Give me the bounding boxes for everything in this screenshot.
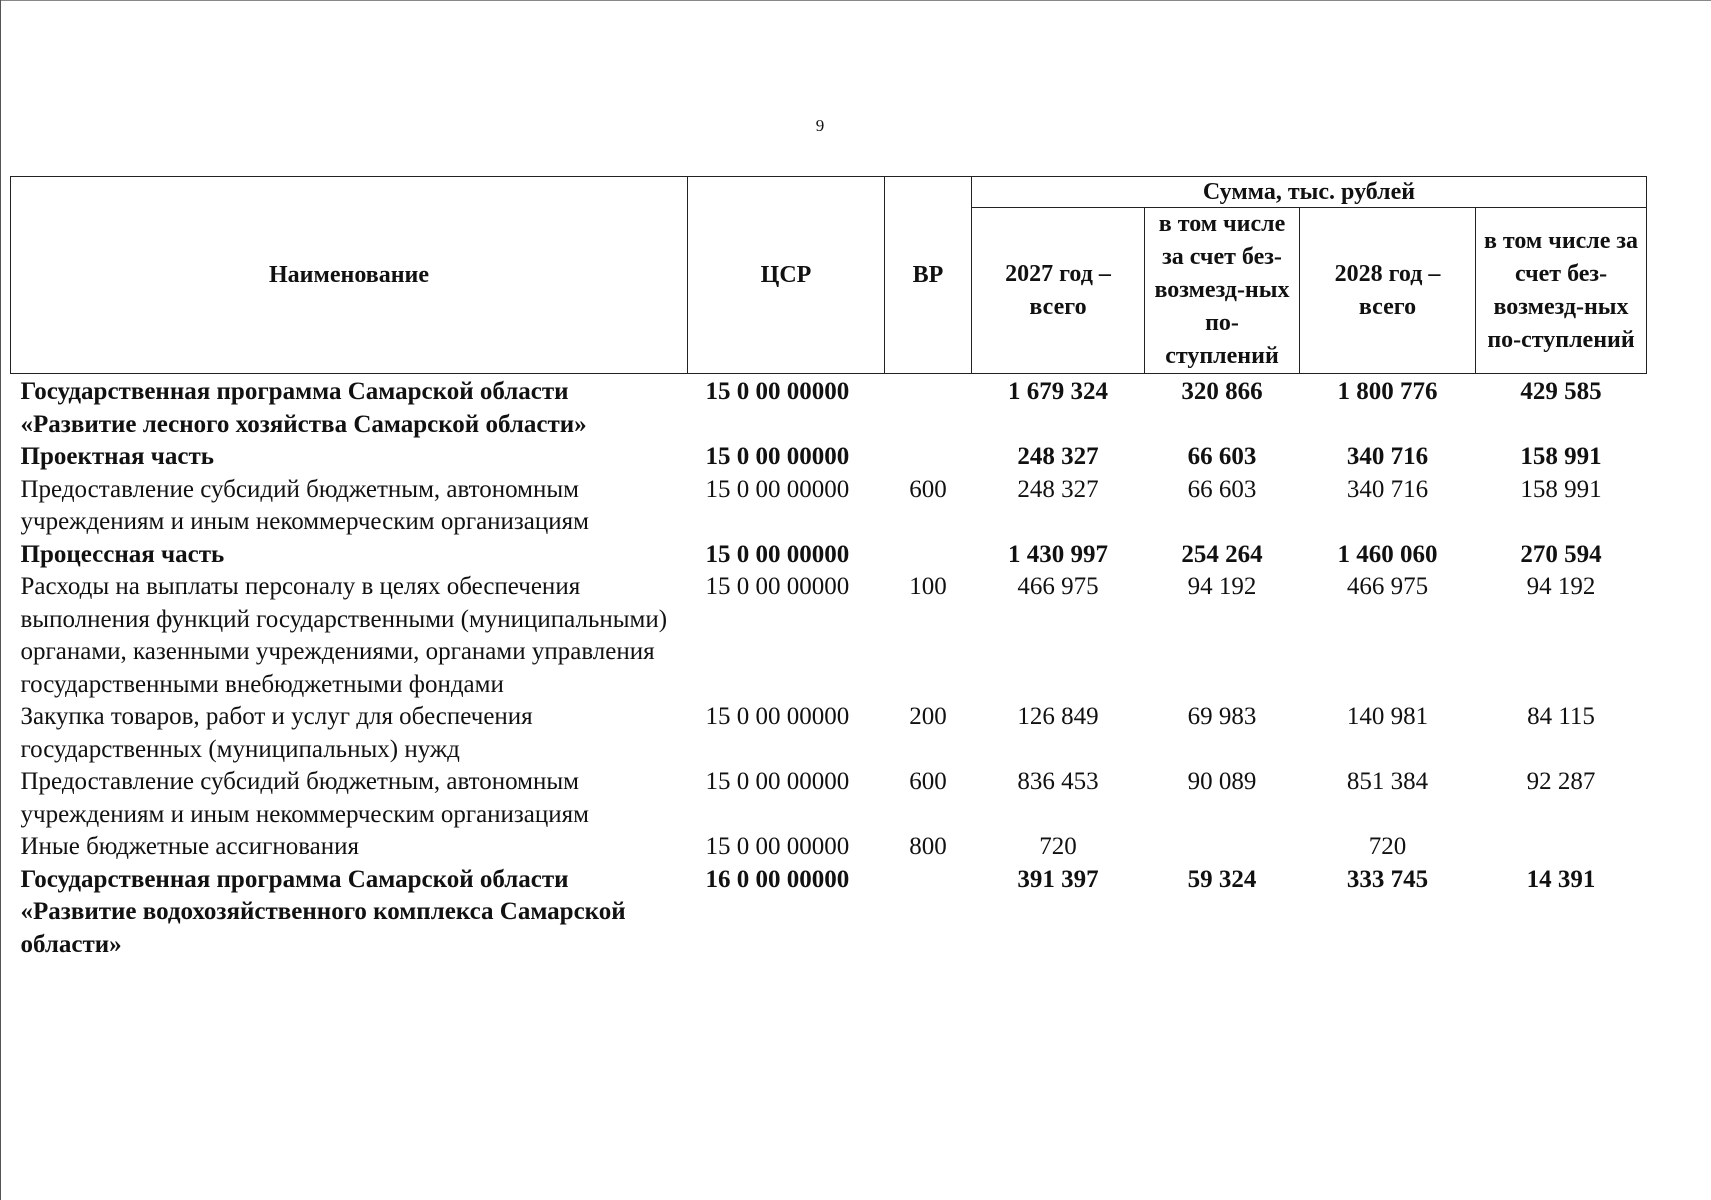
cell-vr: 800: [909, 833, 947, 860]
table-row: [11, 831, 1647, 864]
cell-2027-total: 466 975: [1017, 573, 1099, 600]
cell-name: Предоставление субсидий бюджетным, автономным учреждениям и иным некоммерческим организациям: [20, 768, 589, 828]
cell-csr: 15 0 00 00000: [705, 443, 850, 470]
cell-vr: [885, 539, 972, 572]
cell-2027-total: 126 849: [1017, 703, 1099, 730]
cell-2028-free: 270 594: [1520, 540, 1602, 568]
cell-csr: 15 0 00 00000: [705, 540, 850, 568]
cell-2027-total: 720: [1039, 833, 1077, 860]
cell-2027-total: 248 327: [1017, 443, 1099, 470]
cell-name: Государственная программа Самарской области «Развитие водохозяйственного комплекса Самарской области»: [20, 865, 626, 958]
cell-2028-free: 94 192: [1526, 573, 1596, 600]
table-header: [11, 177, 1647, 374]
cell-name: Проектная часть: [20, 443, 215, 470]
cell-2028-total: 720: [1368, 833, 1407, 860]
table-row: [11, 374, 1647, 442]
header-2027-total: 2027 год – всего: [972, 208, 1145, 374]
cell-2027-free: 69 983: [1187, 703, 1257, 730]
cell-2028-free: 14 391: [1526, 865, 1596, 893]
budget-table: [10, 176, 1647, 961]
cell-name: Иные бюджетные ассигнования: [20, 833, 360, 860]
cell-2027-free: 254 264: [1181, 540, 1263, 568]
cell-csr: 15 0 00 00000: [705, 833, 850, 860]
cell-vr: [885, 864, 972, 962]
cell-vr: 100: [909, 573, 947, 600]
cell-vr: 200: [909, 703, 947, 730]
cell-2028-total: 466 975: [1346, 573, 1429, 600]
table-row: [11, 571, 1647, 701]
cell-2027-free: 94 192: [1187, 573, 1257, 600]
cell-2028-total: 333 745: [1346, 865, 1429, 893]
table-body: [11, 374, 1647, 962]
cell-2027-total: 836 453: [1017, 768, 1099, 795]
cell-2028-total: 340 716: [1346, 443, 1429, 470]
table-row: [11, 766, 1647, 831]
header-csr: ЦСР: [688, 177, 885, 374]
cell-2027-free: 66 603: [1187, 443, 1257, 470]
cell-name: Закупка товаров, работ и услуг для обеспечения государственных (муниципальных) нужд: [20, 703, 533, 763]
header-vr: ВР: [885, 177, 972, 374]
cell-csr: 15 0 00 00000: [705, 573, 850, 600]
cell-2028-total: 1 800 776: [1337, 378, 1438, 405]
cell-2027-free: 59 324: [1187, 865, 1257, 893]
cell-2028-free: 84 115: [1527, 703, 1595, 730]
header-sum-group: Сумма, тыс. рублей: [972, 177, 1647, 208]
cell-2027-total: 1 679 324: [1008, 378, 1108, 405]
table-row: [11, 441, 1647, 474]
cell-csr: 15 0 00 00000: [705, 378, 850, 405]
cell-csr: 15 0 00 00000: [705, 475, 850, 503]
cell-vr: 600: [909, 475, 947, 503]
cell-2028-total: 140 981: [1346, 703, 1429, 730]
cell-csr: 15 0 00 00000: [705, 768, 850, 795]
cell-vr: [885, 374, 972, 442]
scan-top-edge: [0, 0, 1711, 1]
cell-2028-total: 340 716: [1346, 475, 1429, 503]
header-name: Наименование: [11, 177, 688, 374]
cell-2028-free: [1476, 831, 1647, 864]
cell-csr: 16 0 00 00000: [705, 865, 850, 893]
cell-name: Предоставление субсидий бюджетным, автономным учреждениям и иным некоммерческим организациям: [20, 475, 589, 535]
cell-name: Государственная программа Самарской области «Развитие лесного хозяйства Самарской области»: [20, 378, 587, 438]
cell-2027-free: 320 866: [1181, 378, 1263, 405]
table-row: [11, 474, 1647, 539]
header-2028-total: 2028 год – всего: [1300, 208, 1476, 374]
cell-2027-free: 90 089: [1187, 768, 1257, 795]
cell-vr: [885, 441, 972, 474]
cell-2027-free: 66 603: [1187, 475, 1257, 503]
cell-2028-free: 92 287: [1526, 768, 1596, 795]
page-number: 9: [815, 116, 825, 135]
cell-csr: 15 0 00 00000: [705, 703, 850, 730]
header-2027-free: в том числе за счет без-возмезд-ных по-ступлений: [1145, 208, 1300, 374]
header-2028-free: в том числе за счет без-возмезд-ных по-ступлений: [1476, 208, 1647, 374]
cell-2027-total: 1 430 997: [1008, 540, 1108, 568]
cell-2028-free: 429 585: [1520, 378, 1602, 405]
cell-name: Процессная часть: [20, 540, 225, 568]
scan-left-edge: [0, 0, 1, 1200]
cell-2028-free: 158 991: [1520, 443, 1602, 470]
cell-2028-total: 1 460 060: [1337, 540, 1438, 568]
cell-2028-total: 851 384: [1346, 768, 1429, 795]
cell-2027-free: [1145, 831, 1300, 864]
cell-name: Расходы на выплаты персоналу в целях обеспечения выполнения функций государственными (муниципальными) органами, казенными учреждениями, органами управления государственными внебюджетными фондами: [20, 573, 668, 698]
cell-2028-free: 158 991: [1520, 475, 1602, 503]
cell-2027-total: 391 397: [1017, 865, 1099, 893]
table-row: [11, 864, 1647, 962]
table-row: [11, 701, 1647, 766]
cell-2027-total: 248 327: [1017, 475, 1099, 503]
cell-vr: 600: [909, 768, 947, 795]
table-row: [11, 539, 1647, 572]
